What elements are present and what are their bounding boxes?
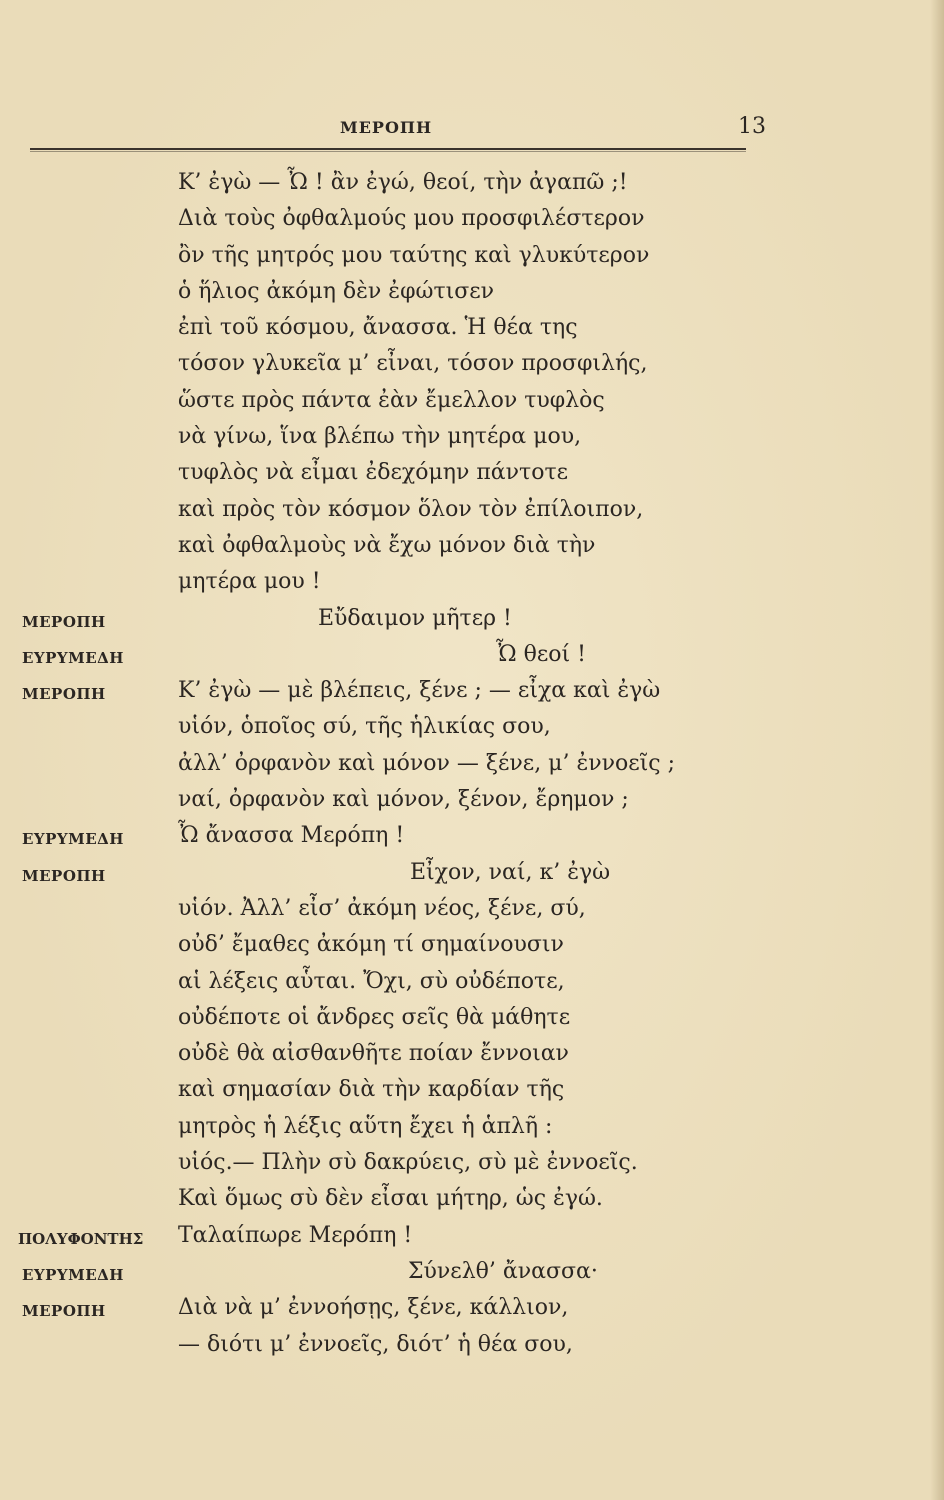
verse-line xyxy=(0,1039,944,1075)
verse-text-line: καὶ σημασίαν διὰ τὴν καρδίαν τῆς xyxy=(178,1077,565,1103)
verse-line xyxy=(0,349,944,385)
verse-text-line: Καὶ ὅμως σὺ δὲν εἶσαι μήτηρ, ὡς ἐγώ. xyxy=(178,1186,603,1212)
verse-text-line: τόσον γλυκεῖα μ’ εἶναι, τόσον προσφιλής, xyxy=(178,351,648,377)
verse-text-line: ναί, ὀρφανὸν καὶ μόνον, ξένον, ἔρημον ; xyxy=(178,787,629,813)
verse-text-line: Κ’ ἐγὼ — μὲ βλέπεις, ξένε ; — εἶχα καὶ ἐγὼ xyxy=(178,678,661,704)
verse-line xyxy=(0,168,944,204)
verse-line xyxy=(0,1330,944,1366)
page-header xyxy=(0,112,944,152)
verse-text-line: νὰ γίνω, ἵνα βλέπω τὴν μητέρα μου, xyxy=(178,424,582,450)
verse-line xyxy=(0,785,944,821)
verse-text-line: ὁ ἥλιος ἀκόμη δὲν ἐφώτισεν xyxy=(178,278,495,304)
verse-text-line: Διὰ τοὺς ὀφθαλμούς μου προσφιλέστερον xyxy=(178,206,645,232)
verse-line xyxy=(0,749,944,785)
header-rule xyxy=(30,148,746,150)
speaker-name: ΜΕΡΟΠΗ xyxy=(22,685,106,704)
speaker-name: ΜΕΡΟΠΗ xyxy=(22,1302,106,1321)
verse-line xyxy=(0,894,944,930)
verse-line xyxy=(0,1293,944,1329)
verse-text-line: Εὔδαιμον μῆτερ ! xyxy=(318,605,512,631)
verse-text-line: Διὰ νὰ μ’ ἐννοήσῃς, ξένε, κάλλιον, xyxy=(178,1295,569,1321)
verse-line xyxy=(0,1112,944,1148)
verse-line xyxy=(0,422,944,458)
verse-line xyxy=(0,1257,944,1293)
verse-text-line: — διότι μ’ ἐννοεῖς, διότ’ ἡ θέα σου, xyxy=(178,1331,573,1357)
verse-line xyxy=(0,1148,944,1184)
verse-text-line: καὶ πρὸς τὸν κόσμον ὅλον τὸν ἐπίλοιπον, xyxy=(178,496,644,522)
verse-text-line: αἱ λέξεις αὗται. Ὄχι, σὺ οὐδέποτε, xyxy=(178,968,565,994)
verse-line xyxy=(0,1221,944,1257)
verse-text-line: Ταλαίπωρε Μερόπη ! xyxy=(178,1222,413,1248)
verse-line xyxy=(0,712,944,748)
verse-text xyxy=(0,168,944,1366)
verse-line xyxy=(0,1184,944,1220)
verse-text-line: Εἶχον, ναί, κ’ ἐγὼ xyxy=(410,859,611,885)
verse-line xyxy=(0,531,944,567)
verse-line xyxy=(0,604,944,640)
verse-line xyxy=(0,313,944,349)
verse-text-line: Σύνελθ’ ἄνασσα· xyxy=(408,1258,598,1284)
verse-line xyxy=(0,386,944,422)
verse-line xyxy=(0,567,944,603)
speaker-name: ΕΥΡΥΜΕΔΗ xyxy=(22,648,124,667)
verse-text-line: μητρὸς ἡ λέξις αὕτη ἔχει ἡ ἁπλῆ : xyxy=(178,1113,553,1139)
verse-line xyxy=(0,858,944,894)
verse-text-line: Κ’ ἐγὼ — Ὦ ! ἂν ἐγώ, θεοί, τὴν ἀγαπῶ ;! xyxy=(178,170,628,195)
verse-text-line: καὶ ὀφθαλμοὺς νὰ ἔχω μόνον διὰ τὴν xyxy=(178,532,596,558)
verse-line xyxy=(0,821,944,857)
verse-text-line: υἱόν, ὁποῖος σύ, τῆς ἡλικίας σου, xyxy=(178,714,551,740)
verse-text-line: ἐπὶ τοῦ κόσμου, ἄνασσα. Ἡ θέα της xyxy=(178,315,578,341)
verse-line xyxy=(0,640,944,676)
verse-text-line: υἱός.— Πλὴν σὺ δακρύεις, σὺ μὲ ἐννοεῖς. xyxy=(178,1150,638,1176)
verse-line xyxy=(0,241,944,277)
header-rule-secondary xyxy=(30,151,746,152)
verse-line xyxy=(0,458,944,494)
page-number: 13 xyxy=(738,114,766,139)
speaker-name: ΕΥΡΥΜΕΔΗ xyxy=(22,830,124,849)
speaker-name: ΜΕΡΟΠΗ xyxy=(22,866,106,885)
speaker-name: ΠΟΛΥΦΟΝΤΗΣ xyxy=(18,1229,144,1248)
verse-line xyxy=(0,204,944,240)
speaker-name: ΕΥΡΥΜΕΔΗ xyxy=(22,1265,124,1284)
verse-text-line: Ὦ ἄνασσα Μερόπη ! xyxy=(178,823,405,849)
verse-line xyxy=(0,676,944,712)
verse-line xyxy=(0,277,944,313)
running-title: ΜΕΡΟΠΗ xyxy=(340,118,433,137)
speaker-name: ΜΕΡΟΠΗ xyxy=(22,612,106,631)
verse-text-line: ὥστε πρὸς πάντα ἐὰν ἔμελλον τυφλὸς xyxy=(178,387,605,413)
verse-line xyxy=(0,967,944,1003)
verse-text-line: οὐδὲ θὰ αἰσθανθῆτε ποίαν ἔννοιαν xyxy=(178,1041,569,1067)
verse-text-line: Ὦ θεοί ! xyxy=(496,641,586,667)
verse-line xyxy=(0,495,944,531)
verse-text-line: υἱόν. Ἀλλ’ εἶσ’ ἀκόμη νέος, ξένε, σύ, xyxy=(178,895,586,921)
verse-line xyxy=(0,1075,944,1111)
verse-text-line: οὐδέποτε οἱ ἄνδρες σεῖς θὰ μάθητε xyxy=(178,1004,571,1030)
verse-text-line: ἀλλ’ ὀρφανὸν καὶ μόνον — ξένε, μ’ ἐννοεῖς ; xyxy=(178,750,676,776)
verse-text-line: μητέρα μου ! xyxy=(178,569,321,595)
verse-text-line: τυφλὸς νὰ εἶμαι ἐδεχόμην πάντοτε xyxy=(178,460,569,486)
verse-line xyxy=(0,1003,944,1039)
verse-line xyxy=(0,930,944,966)
verse-text-line: ὂν τῆς μητρός μου ταύτης καὶ γλυκύτερον xyxy=(178,242,650,268)
verse-text-line: οὐδ’ ἔμαθες ἀκόμη τί σημαίνουσιν xyxy=(178,932,564,958)
